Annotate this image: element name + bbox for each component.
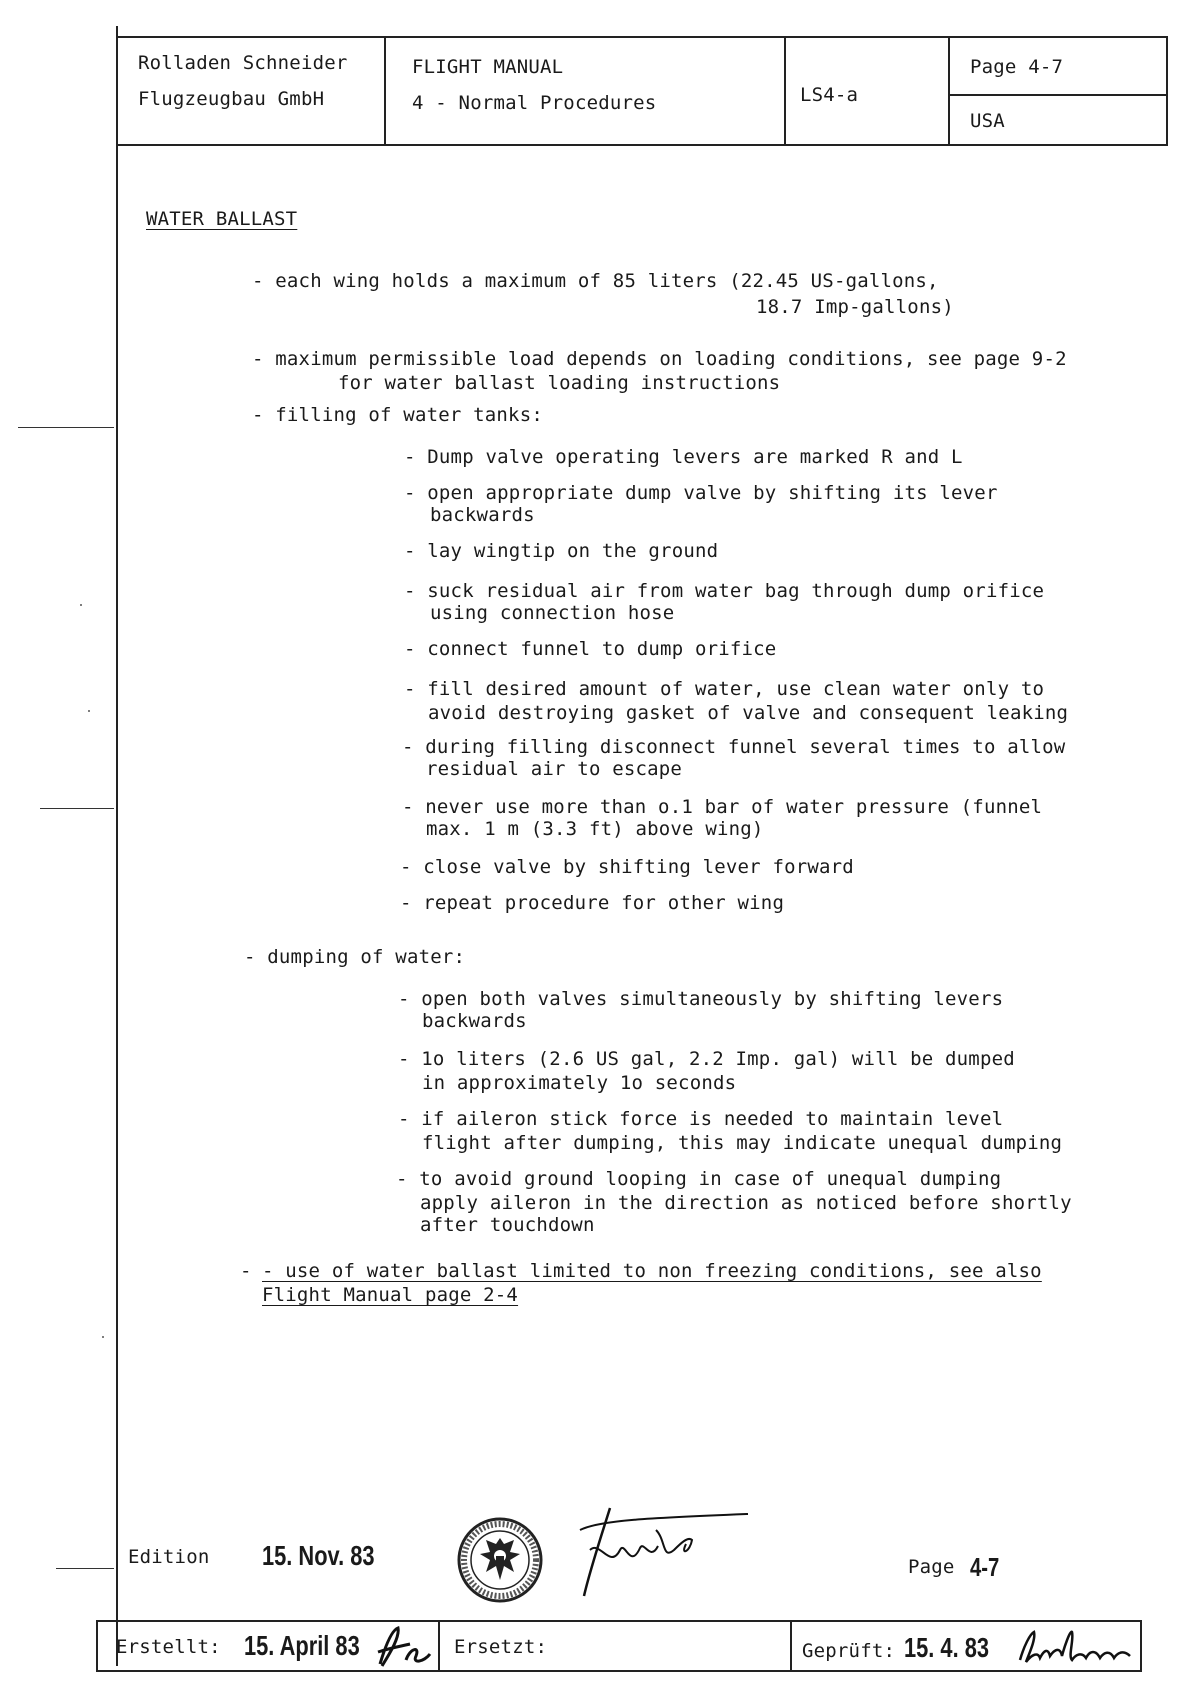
dumping-step-text: - to avoid ground looping in case of unequal dumping [396,1168,1002,1190]
geprueft-date: 15. 4. 83 [904,1632,990,1663]
filling-step-text: - open appropriate dump valve by shifting its lever [404,482,998,504]
edition-label: Edition [128,1546,210,1568]
filling-step-text: - close valve by shifting lever forward [400,856,854,878]
header-region: USA [970,110,1005,132]
erstellt-date: 15. April 83 [244,1630,360,1661]
edition-page-label: Page [908,1556,955,1578]
company-name-line1: Rolladen Schneider [138,52,348,74]
geprueft-signature-icon [1014,1626,1134,1668]
margin-dot [88,710,90,712]
erstellt-initials-icon [372,1624,434,1670]
filling-step-text: - lay wingtip on the ground [404,540,719,562]
dumping-step-text: backwards [422,1010,527,1032]
filling-heading: - filling of water tanks: [252,404,543,426]
filling-step-text: - during filling disconnect funnel several times to allow [402,736,1066,758]
dumping-step-text: flight after dumping, this may indicate unequal dumping [422,1132,1063,1154]
document-footer [96,1620,1142,1672]
filling-step-text: backwards [430,504,535,526]
margin-dot [80,604,82,606]
footer-erstellt-cell [98,1622,440,1670]
dumping-step-text: after touchdown [420,1214,595,1236]
dumping-step-text: - 1o liters (2.6 US gal, 2.2 Imp. gal) will be dumped [398,1048,1015,1070]
manual-section: 4 - Normal Procedures [412,92,657,114]
limitation-line-1: - use of water ballast limited to non freezing conditions, see also [262,1260,1042,1282]
filling-step-text: - suck residual air from water bag through dump orifice [404,580,1045,602]
header-company-cell [118,38,386,144]
margin-dot [102,1336,104,1338]
erstellt-label: Erstellt: [116,1636,221,1658]
dumping-step-text: - open both valves simultaneously by shifting levers [398,988,1004,1010]
header-page-number: Page 4-7 [970,56,1064,78]
margin-mark [56,1568,114,1569]
edition-page-number: 4-7 [970,1552,1000,1582]
limitation-line-2: Flight Manual page 2-4 [262,1284,519,1306]
manual-title: FLIGHT MANUAL [412,56,564,78]
filling-step-text: using connection hose [430,602,675,624]
company-name-line2: Flugzeugbau GmbH [138,88,325,110]
margin-mark [18,427,114,428]
filling-step-text: - Dump valve operating levers are marked R and L [404,446,963,468]
limitation-dash: - [240,1260,252,1282]
filling-step-text: - never use more than o.1 bar of water pressure (funnel [402,796,1043,818]
document-header [116,36,1168,146]
signature-icon [570,1500,750,1600]
footer-ersetzt-cell [440,1622,792,1670]
margin-mark [40,808,114,809]
filling-step-text: residual air to escape [426,758,683,780]
edition-date: 15. Nov. 83 [262,1540,375,1571]
capacity-line-2: 18.7 Imp-gallons) [756,296,954,318]
page-left-border [116,26,118,1666]
footer-geprueft-cell [792,1622,1140,1670]
capacity-line-1: - each wing holds a maximum of 85 liters (22.45 US-gallons, [252,270,939,292]
filling-step-text: - repeat procedure for other wing [400,892,785,914]
header-manual-cell [386,38,786,144]
dumping-heading: - dumping of water: [244,946,466,968]
header-model-cell [786,38,950,144]
authority-seal-icon [456,1516,544,1604]
dumping-step-text: apply aileron in the direction as noticed before shortly [420,1192,1072,1214]
dumping-step-text: - if aileron stick force is needed to maintain level [398,1108,1004,1130]
header-page-cell [950,38,1166,144]
geprueft-label: Geprüft: [802,1640,896,1662]
filling-step-text: - fill desired amount of water, use clean water only to [404,678,1045,700]
ersetzt-label: Ersetzt: [454,1636,548,1658]
filling-step-text: avoid destroying gasket of valve and consequent leaking [428,702,1069,724]
dumping-step-text: in approximately 1o seconds [422,1072,737,1094]
max-load-line-2: for water ballast loading instructions [338,372,781,394]
section-title: WATER BALLAST [146,208,298,230]
header-page-top [950,38,1166,96]
max-load-line-1: - maximum permissible load depends on loading conditions, see page 9-2 [252,348,1067,370]
aircraft-model: LS4-a [800,84,859,106]
filling-step-text: - connect funnel to dump orifice [404,638,777,660]
filling-step-text: max. 1 m (3.3 ft) above wing) [426,818,764,840]
